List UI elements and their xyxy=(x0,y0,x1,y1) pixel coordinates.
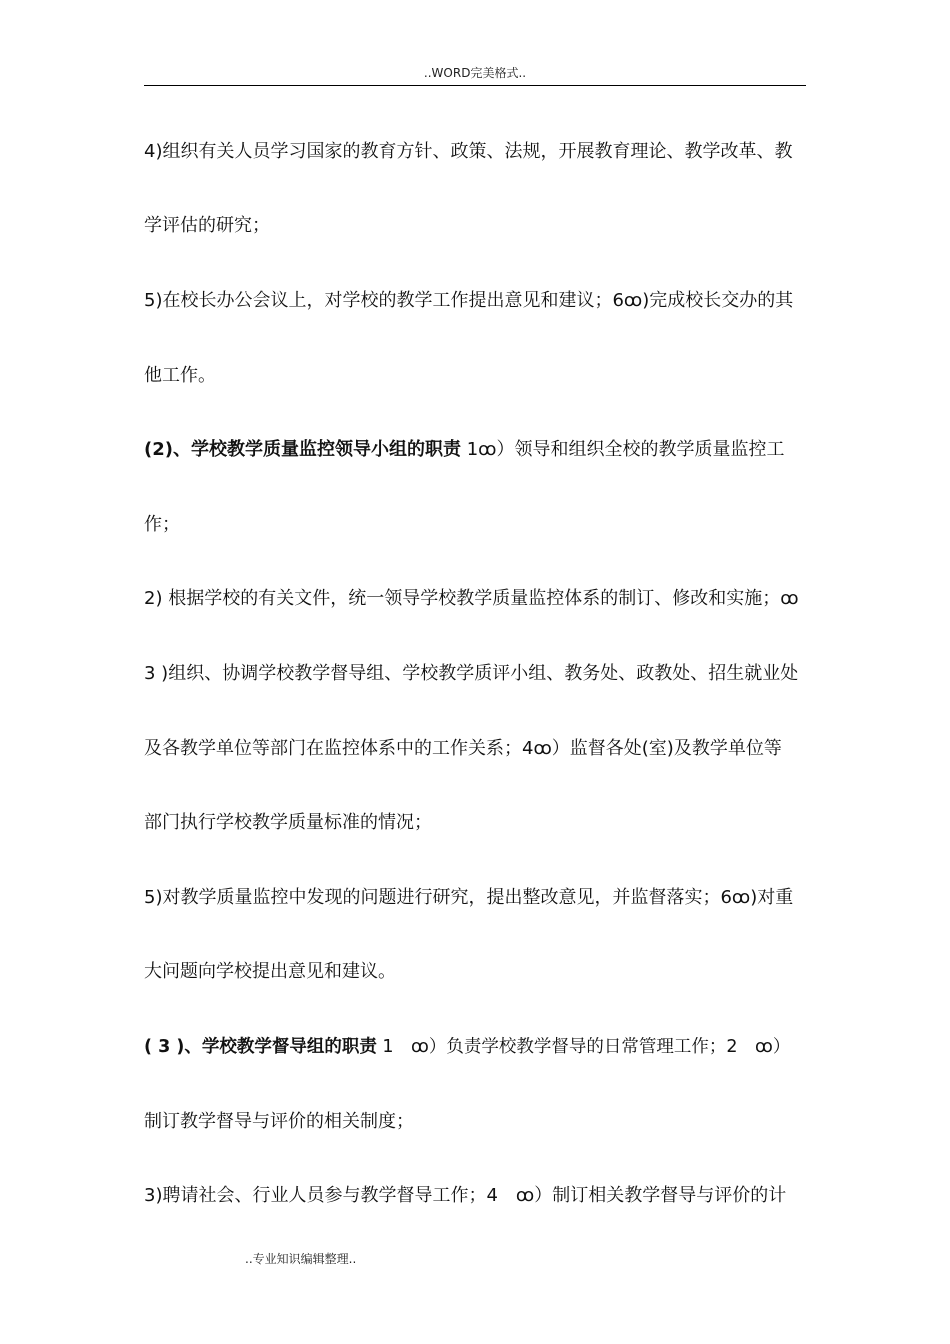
paragraph-line: 制订教学督导与评价的相关制度； xyxy=(144,1111,414,1132)
paragraph-line: 5)对教学质量监控中发现的问题进行研究，提出整改意见，并监督落实；6ꝏ)对重 xyxy=(144,887,794,908)
paragraph-line: 3 )组织、协调学校教学督导组、学校教学质评小组、教务处、政教处、招生就业处 xyxy=(144,663,799,684)
paragraph-line: 部门执行学校教学质量标准的情况； xyxy=(144,812,432,833)
paragraph-line: 及各教学单位等部门在监控体系中的工作关系；4ꝏ）监督各处(室)及教学单位等 xyxy=(144,738,782,759)
paragraph-line: 学评估的研究； xyxy=(144,215,270,236)
header-rule xyxy=(144,85,806,86)
paragraph-line: 作； xyxy=(144,514,180,535)
paragraph-line: 5)在校长办公会议上，对学校的教学工作提出意见和建议；6ꝏ)完成校长交办的其 xyxy=(144,290,794,311)
paragraph-line: 3)聘请社会、行业人员参与教学督导工作；4 ꝏ）制订相关教学督导与评价的计 xyxy=(144,1185,787,1206)
section-heading: ( 3 )、学校教学督导组的职责 xyxy=(144,1037,377,1057)
page-footer: ..专业知识编辑整理.. xyxy=(245,1252,357,1266)
paragraph-line: 2) 根据学校的有关文件，统一领导学校教学质量监控体系的制订、修改和实施；ꝏ xyxy=(144,588,799,609)
paragraph-line: 大问题向学校提出意见和建议。 xyxy=(144,961,396,982)
section-heading-line: (2)、学校教学质量监控领导小组的职责 1ꝏ）领导和组织全校的教学质量监控工 xyxy=(144,439,785,460)
paragraph-line: 4)组织有关人员学习国家的教育方针、政策、法规，开展教育理论、教学改革、教 xyxy=(144,141,793,162)
section-heading-line: ( 3 )、学校教学督导组的职责 1 ꝏ）负责学校教学督导的日常管理工作；2 ꝏ） xyxy=(144,1037,791,1057)
page-header: ..WORD完美格式.. xyxy=(423,66,527,80)
section-heading: (2)、学校教学质量监控领导小组的职责 xyxy=(144,439,461,460)
paragraph-line: 他工作。 xyxy=(144,365,216,386)
